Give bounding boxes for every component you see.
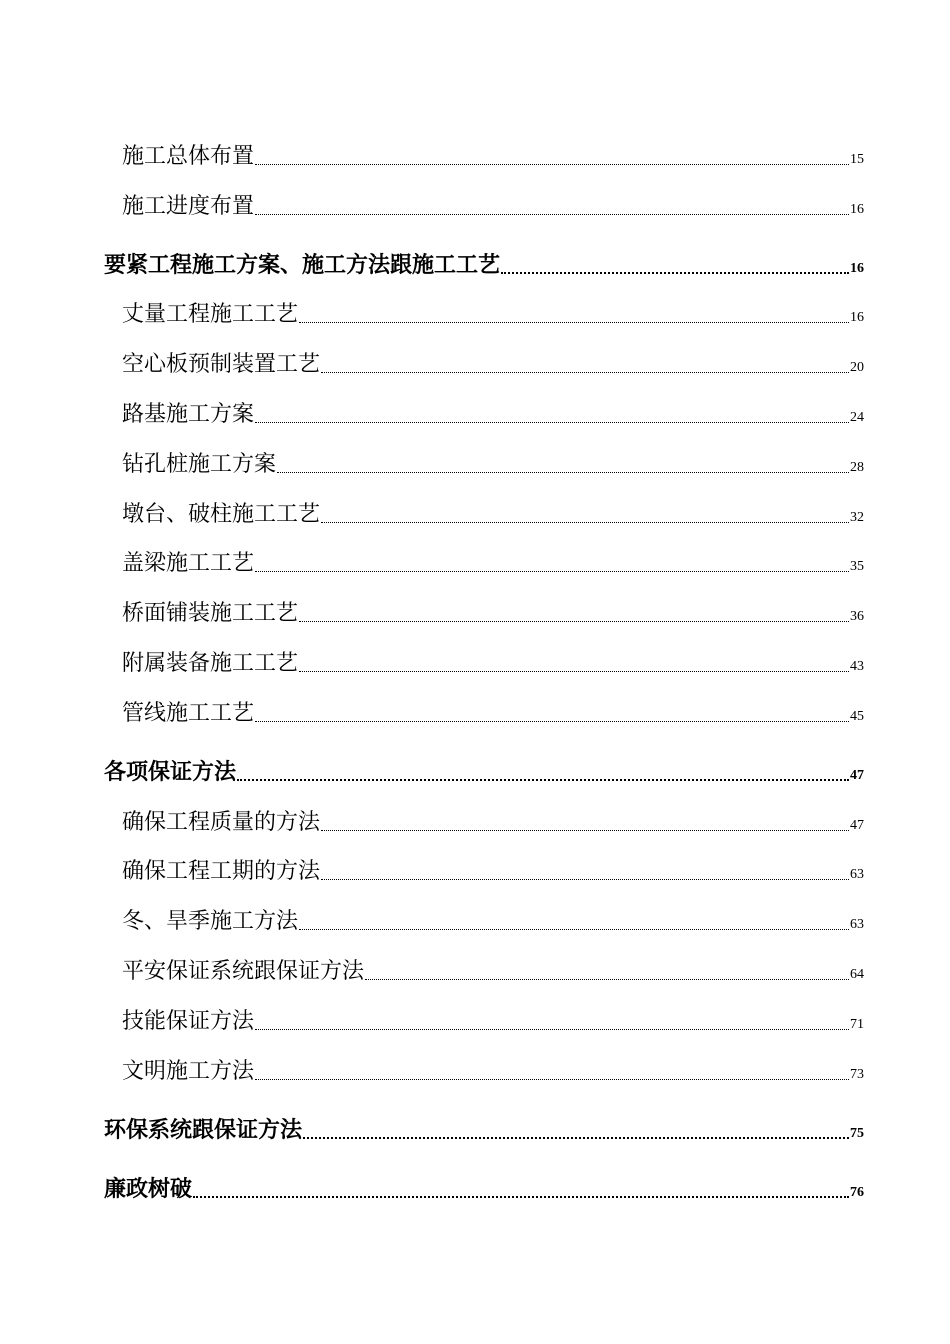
toc-section-entry[interactable]	[104, 218, 864, 277]
toc-entry[interactable]	[104, 426, 864, 476]
toc-entry-page: 63	[850, 917, 864, 933]
toc-entry[interactable]	[104, 784, 864, 834]
dot-leader	[255, 213, 849, 215]
dot-leader	[299, 928, 849, 930]
toc-entry[interactable]	[104, 526, 864, 576]
toc-entry-page: 16	[850, 201, 864, 217]
toc-entry-title: 确保工程质量的方法	[122, 809, 321, 835]
dot-leader	[277, 471, 849, 473]
toc-entry-page: 43	[850, 658, 864, 674]
dot-leader	[255, 1028, 849, 1030]
toc-entry-page: 15	[850, 151, 864, 167]
toc-entry-page: 64	[850, 966, 864, 982]
dot-leader	[321, 829, 849, 831]
dot-leader	[299, 620, 849, 622]
dot-leader	[321, 371, 849, 373]
toc-entry-page: 20	[850, 360, 864, 376]
toc-entry-title: 钻孔桩施工方案	[122, 451, 277, 477]
toc-entry-page: 47	[850, 817, 864, 833]
toc-entry-title: 冬、旱季施工方法	[122, 909, 299, 935]
toc-entry-title: 施工进度布置	[122, 193, 255, 219]
dot-leader	[237, 778, 849, 781]
toc-entry[interactable]	[104, 675, 864, 725]
toc-entry-page: 24	[850, 409, 864, 425]
dot-leader	[321, 521, 849, 523]
toc-entry[interactable]	[104, 983, 864, 1033]
toc-entry-title: 文明施工方法	[122, 1058, 255, 1084]
toc-entry-page: 73	[850, 1066, 864, 1082]
toc-entry-title: 附属装备施工工艺	[122, 650, 299, 676]
toc-entry-title: 平安保证系统跟保证方法	[122, 958, 365, 984]
toc-entry-page: 35	[850, 559, 864, 575]
toc-section-entry[interactable]	[104, 1083, 864, 1142]
toc-entry[interactable]	[104, 883, 864, 933]
dot-leader	[255, 720, 849, 722]
toc-entry-page: 32	[850, 509, 864, 525]
toc-entry-title: 盖梁施工工艺	[122, 551, 255, 577]
dot-leader	[299, 670, 849, 672]
toc-entry-page: 45	[850, 708, 864, 724]
dot-leader	[321, 878, 849, 880]
toc-entry-page: 16	[850, 310, 864, 326]
toc-entry[interactable]	[104, 476, 864, 526]
dot-leader	[501, 271, 849, 274]
toc-entry-title: 管线施工工艺	[122, 700, 255, 726]
toc-entry-title: 空心板预制装置工艺	[122, 352, 321, 378]
dot-leader	[255, 163, 849, 165]
toc-entry-page: 28	[850, 459, 864, 475]
toc-section-entry[interactable]	[104, 1142, 864, 1201]
dot-leader	[255, 421, 849, 423]
toc-section-page: 47	[850, 767, 864, 783]
toc-section-entry[interactable]	[104, 725, 864, 784]
toc-section-page: 75	[850, 1125, 864, 1141]
toc-entry-title: 路基施工方案	[122, 401, 255, 427]
dot-leader	[255, 1078, 849, 1080]
toc-entry-title: 桥面铺装施工工艺	[122, 601, 299, 627]
table-of-contents	[104, 118, 864, 1201]
toc-entry-page: 71	[850, 1016, 864, 1032]
toc-section-page: 76	[850, 1184, 864, 1200]
toc-entry[interactable]	[104, 277, 864, 327]
toc-entry-page: 36	[850, 609, 864, 625]
dot-leader	[193, 1195, 849, 1198]
toc-entry[interactable]	[104, 326, 864, 376]
toc-section-title: 环保系统跟保证方法	[104, 1117, 303, 1143]
toc-entry-title: 墩台、破柱施工工艺	[122, 501, 321, 527]
toc-entry[interactable]	[104, 625, 864, 675]
toc-entry-title: 施工总体布置	[122, 143, 255, 169]
toc-entry-page: 63	[850, 867, 864, 883]
toc-section-page: 16	[850, 260, 864, 276]
toc-entry[interactable]	[104, 1033, 864, 1083]
toc-entry[interactable]	[104, 933, 864, 983]
dot-leader	[365, 978, 849, 980]
toc-section-title: 各项保证方法	[104, 759, 237, 785]
toc-entry-title: 确保工程工期的方法	[122, 859, 321, 885]
toc-entry[interactable]	[104, 118, 864, 168]
toc-section-title: 要紧工程施工方案、施工方法跟施工工艺	[104, 252, 501, 278]
toc-section-title: 廉政树破	[104, 1176, 193, 1202]
toc-entry-title: 丈量工程施工工艺	[122, 302, 299, 328]
toc-entry[interactable]	[104, 575, 864, 625]
toc-entry[interactable]	[104, 168, 864, 218]
dot-leader	[255, 570, 849, 572]
toc-entry[interactable]	[104, 376, 864, 426]
toc-entry-title: 技能保证方法	[122, 1008, 255, 1034]
dot-leader	[299, 321, 849, 323]
toc-entry[interactable]	[104, 834, 864, 884]
dot-leader	[303, 1136, 849, 1139]
